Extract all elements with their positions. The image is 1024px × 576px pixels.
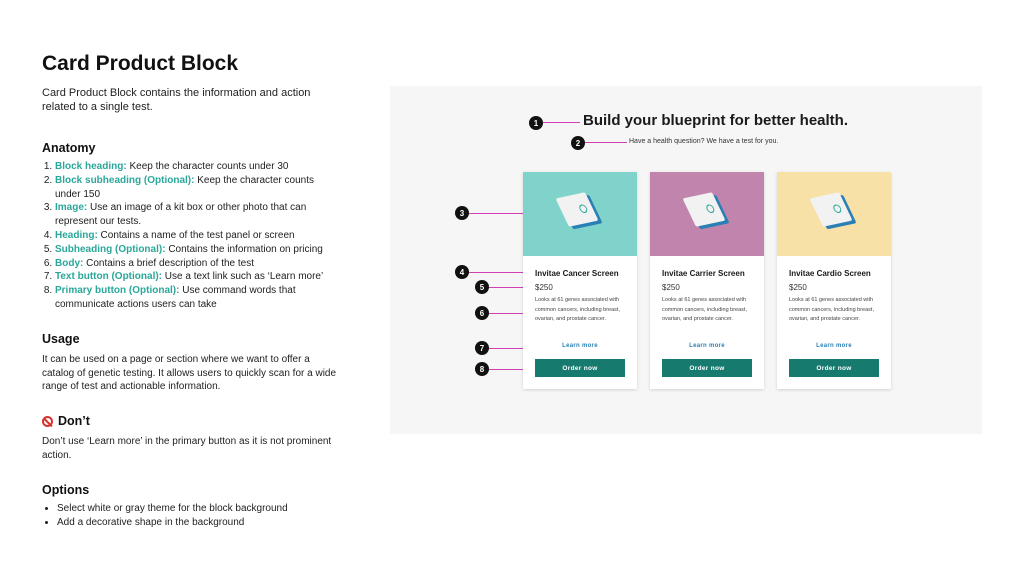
callout-line [542,122,580,123]
anatomy-item-label: Text button (Optional): [55,271,163,283]
card-body: Looks at 61 genes associated with common cancers, including breast, ovarian, and prostate cancer. [662,297,747,322]
anatomy-item-label: Block heading: [55,161,127,172]
options-item: • Select white or gray theme for the block background [57,502,342,516]
anatomy-item-text: Use a text link such as ‘Learn more’ [162,271,324,283]
anatomy-item-label: Body: [55,257,84,269]
page-title: Card Product Block [42,52,239,75]
marker-8: 8 [475,362,489,376]
anatomy-item-text: Contains a name of the test panel or screen [97,229,295,241]
anatomy-item-label: Image: [55,202,88,214]
kit-box-icon [810,192,853,227]
intro-text: Card Product Block contains the information and action related to a single test. [42,87,311,113]
learn-more-link[interactable]: Learn more [562,343,598,349]
anatomy-item-label: Subheading (Optional): [55,243,166,255]
anatomy-item [55,257,342,271]
usage-heading: Usage [42,331,80,346]
order-now-button[interactable]: Order now [662,359,752,377]
options-list [42,502,342,530]
prohibited-icon [42,416,53,427]
kit-box-icon [556,192,599,227]
marker-6: 6 [475,306,489,320]
block-heading: Build your blueprint for better health. [583,112,849,129]
learn-more-link[interactable]: Learn more [689,343,725,349]
anatomy-item-text: Use command words that communicate actions users can take [55,285,296,310]
marker-1: 1 [529,116,543,130]
dont-text: Don’t use ‘Learn more’ in the primary button as it is not prominent action. [42,436,332,461]
marker-7: 7 [475,341,489,355]
anatomy-item [55,270,342,284]
marker-3: 3 [455,206,469,220]
card-subheading: $250 [789,283,807,292]
card-body: Looks at 61 genes associated with common cancers, including breast, ovarian, and prostate cancer. [789,297,874,322]
product-card [650,172,764,389]
marker-2: 2 [571,136,585,150]
kit-box-icon [683,192,726,227]
anatomy-item [55,243,342,257]
anatomy-item-text: Keep the character counts under 150 [55,174,314,200]
anatomy-item-label: Primary button (Optional): [55,285,180,297]
order-now-button[interactable]: Order now [789,359,879,377]
anatomy-section [42,141,342,312]
block-subheading: Have a health question? We have a test for you. [629,138,779,145]
anatomy-item [55,160,342,174]
anatomy-item [55,284,342,312]
anatomy-item-label: Heading: [55,229,98,241]
card-subheading: $250 [535,283,553,292]
learn-more-link[interactable]: Learn more [816,343,852,349]
card-image [777,172,891,256]
callout-line [468,213,523,214]
block-preview [390,86,982,434]
usage-text: It can be used on a page or section where we want to offer a catalog of genetic testing. It allows users to quickly scan for a wide range of test and actionable information. [42,353,337,393]
card-subheading: $250 [662,283,680,292]
order-now-button[interactable]: Order now [535,359,625,377]
anatomy-item-text: Use an image of a kit box or other photo that can represent our tests. [55,202,307,228]
options-section [42,483,342,530]
usage-section [42,332,342,394]
dont-heading: Don’t [58,414,90,429]
marker-5: 5 [475,280,489,294]
anatomy-item-text: Contains the information on pricing [165,243,323,255]
card-heading: Invitae Cardio Screen [789,269,871,278]
anatomy-heading: Anatomy [42,141,96,155]
anatomy-item [55,201,342,229]
guidelines-panel [42,52,342,530]
card-image [523,172,637,256]
product-card [523,172,637,389]
product-card [777,172,891,389]
anatomy-list [42,160,342,312]
options-heading: Options [42,482,90,497]
anatomy-item [55,229,342,243]
anatomy-item [55,174,342,202]
anatomy-item-text: Contains a brief description of the test [83,257,254,269]
options-item: • Add a decorative shape in the background [57,516,342,530]
card-image [650,172,764,256]
card-heading: Invitae Cancer Screen [535,269,619,278]
card-heading: Invitae Carrier Screen [662,269,745,278]
dont-header [42,414,342,428]
anatomy-item-label: Block subheading (Optional): [55,174,195,186]
marker-4: 4 [455,265,469,279]
anatomy-item-text: Keep the character counts under 30 [126,161,289,172]
callout-line [584,142,627,143]
card-body: Looks at 61 genes associated with common cancers, including breast, ovarian, and prostate cancer. [535,297,620,322]
